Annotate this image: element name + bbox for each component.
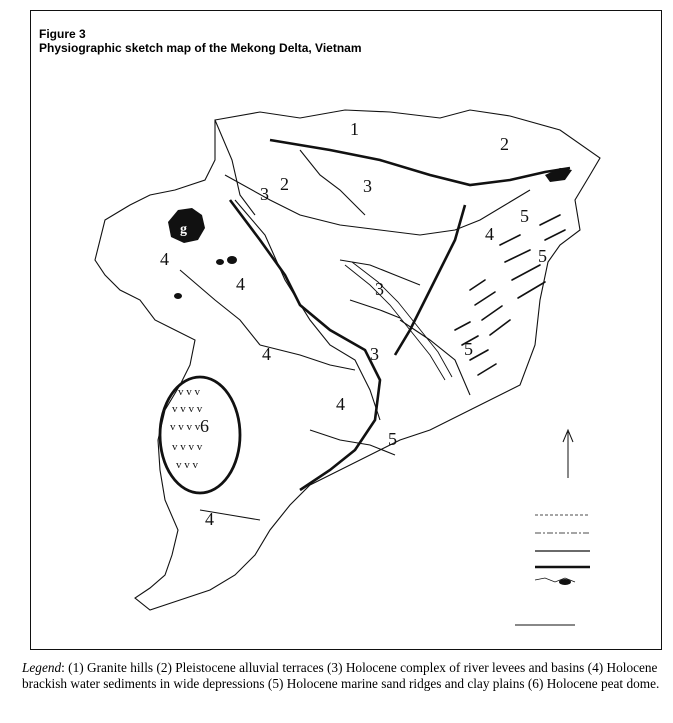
zone-label: 5 <box>464 339 473 359</box>
legend-lead: Legend <box>22 660 62 675</box>
svg-text:v v v v: v v v v <box>172 403 203 415</box>
zone-label: 5 <box>520 206 529 226</box>
zone-label: 5 <box>388 429 397 449</box>
svg-text:v v v v: v v v v <box>170 421 201 433</box>
legend-text: : (1) Granite hills (2) Pleistocene alluvial terraces (3) Holocene complex of river levees and basins (4) Holocene brackish water sediments in wide depressions (5) Holocene marine sand ridges and clay plains (6) Holocene peat dome. <box>22 660 660 691</box>
zone-label: 4 <box>236 274 245 294</box>
zone-label: 4 <box>485 224 494 244</box>
zone-label: 1 <box>350 119 359 139</box>
river-hau <box>395 205 465 355</box>
svg-text:v v v: v v v <box>178 386 200 398</box>
svg-text:g: g <box>180 222 187 237</box>
zone-label: 4 <box>205 509 214 529</box>
zone-label: 5 <box>538 246 547 266</box>
zone-label: 2 <box>500 134 509 154</box>
zone-label: 4 <box>160 249 169 269</box>
zone-label: 3 <box>260 184 269 204</box>
zone-label: 3 <box>370 344 379 364</box>
zone-label: 3 <box>375 279 384 299</box>
zone-label: 2 <box>280 174 289 194</box>
zone-label: 4 <box>336 394 345 414</box>
svg-text:v v v v: v v v v <box>172 441 203 453</box>
north-arrow <box>563 430 573 478</box>
zone-label: 4 <box>262 344 271 364</box>
zone-label: 3 <box>363 176 372 196</box>
figure-label: Figure 3 <box>39 27 86 41</box>
legend-caption <box>22 660 662 691</box>
figure-title: Physiographic sketch map of the Mekong Delta, Vietnam <box>39 41 362 55</box>
delta-coastline <box>95 110 600 610</box>
river-upper <box>270 140 570 185</box>
svg-text:v v v: v v v <box>176 459 198 471</box>
river-main <box>230 200 380 490</box>
zone-label: 6 <box>200 416 209 436</box>
